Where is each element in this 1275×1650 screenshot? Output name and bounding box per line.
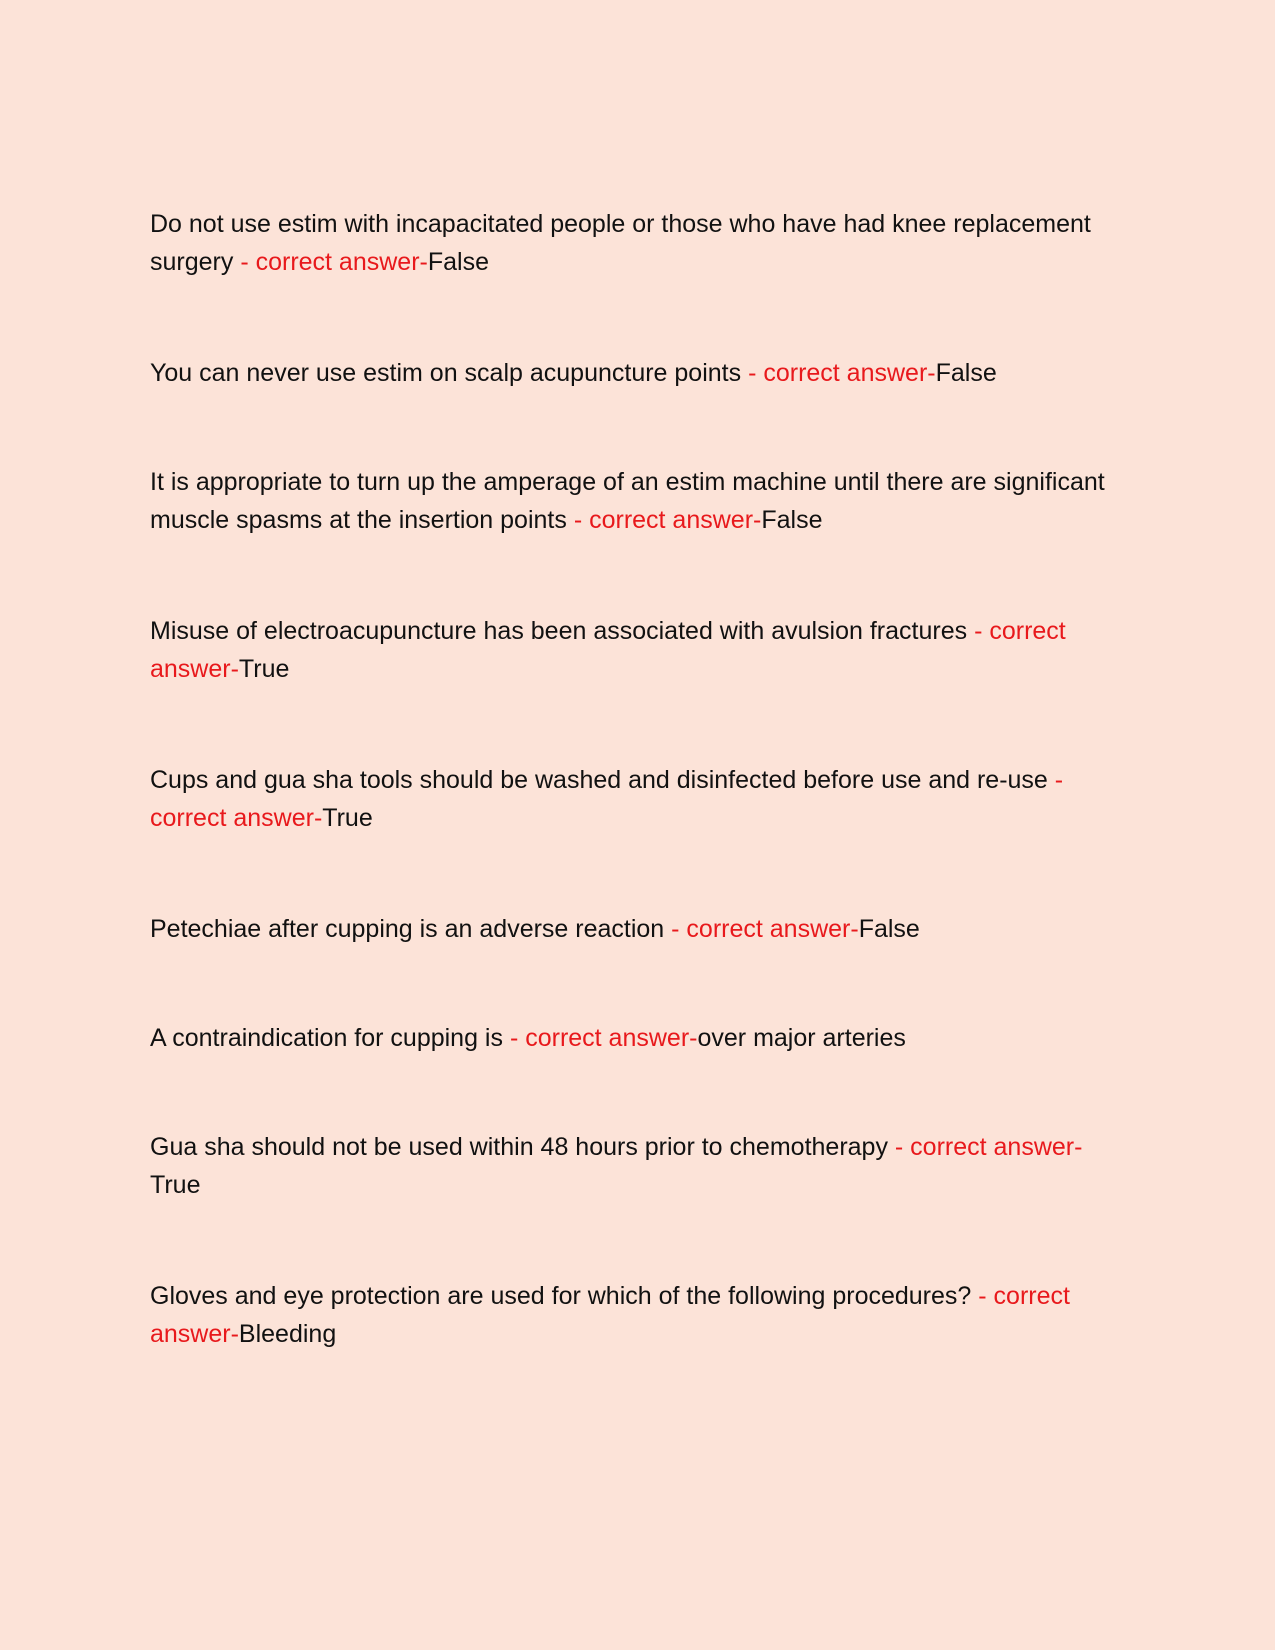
- question-text: Cups and gua sha tools should be washed and disinfected before use and re-use: [150, 766, 1055, 794]
- correct-answer-marker: - correct answer-: [748, 359, 936, 387]
- correct-answer-marker: - correct answer-: [150, 617, 1066, 683]
- correct-answer-marker: - correct answer-: [894, 1133, 1083, 1161]
- question-text: Gua sha should not be used within 48 hours prior to chemotherapy: [150, 1133, 895, 1161]
- qa-item: [150, 463, 1130, 539]
- answer-text: False: [427, 248, 489, 276]
- answer-text: False: [858, 915, 920, 943]
- answer-text: False: [761, 506, 823, 534]
- correct-answer-marker: - correct answer-: [509, 1024, 698, 1052]
- question-text: A contraindication for cupping is: [150, 1024, 510, 1052]
- qa-item: [150, 612, 1130, 688]
- correct-answer-marker: - correct answer-: [150, 766, 1064, 832]
- correct-answer-marker: - correct answer-: [150, 1282, 1070, 1348]
- question-text: Misuse of electroacupuncture has been associated with avulsion fractures: [150, 617, 975, 645]
- qa-item: [150, 910, 1130, 948]
- answer-text: True: [238, 655, 290, 683]
- qa-item: [150, 1277, 1130, 1353]
- qa-item: [150, 205, 1130, 281]
- answer-text: Bleeding: [238, 1320, 337, 1348]
- answer-text: True: [322, 804, 373, 832]
- answer-text: True: [150, 1171, 201, 1199]
- qa-item: [150, 761, 1130, 837]
- question-text: Petechiae after cupping is an adverse reaction: [150, 915, 672, 943]
- question-text: Gloves and eye protection are used for which of the following procedures?: [150, 1282, 979, 1310]
- correct-answer-marker: - correct answer-: [671, 915, 859, 943]
- document-page: [150, 205, 1130, 1426]
- question-text: You can never use estim on scalp acupuncture points: [150, 359, 749, 387]
- answer-text: False: [935, 359, 997, 387]
- question-text: It is appropriate to turn up the amperage of an estim machine until there are significant muscle spasms at the insertion points: [150, 468, 1105, 534]
- question-text: Do not use estim with incapacitated people or those who have had knee replacement surgery: [150, 210, 1091, 276]
- correct-answer-marker: - correct answer-: [573, 506, 762, 534]
- qa-item: [150, 354, 1130, 392]
- qa-item: [150, 1019, 1130, 1057]
- qa-item: [150, 1128, 1130, 1204]
- answer-text: over major arteries: [697, 1024, 906, 1052]
- correct-answer-marker: - correct answer-: [240, 248, 428, 276]
